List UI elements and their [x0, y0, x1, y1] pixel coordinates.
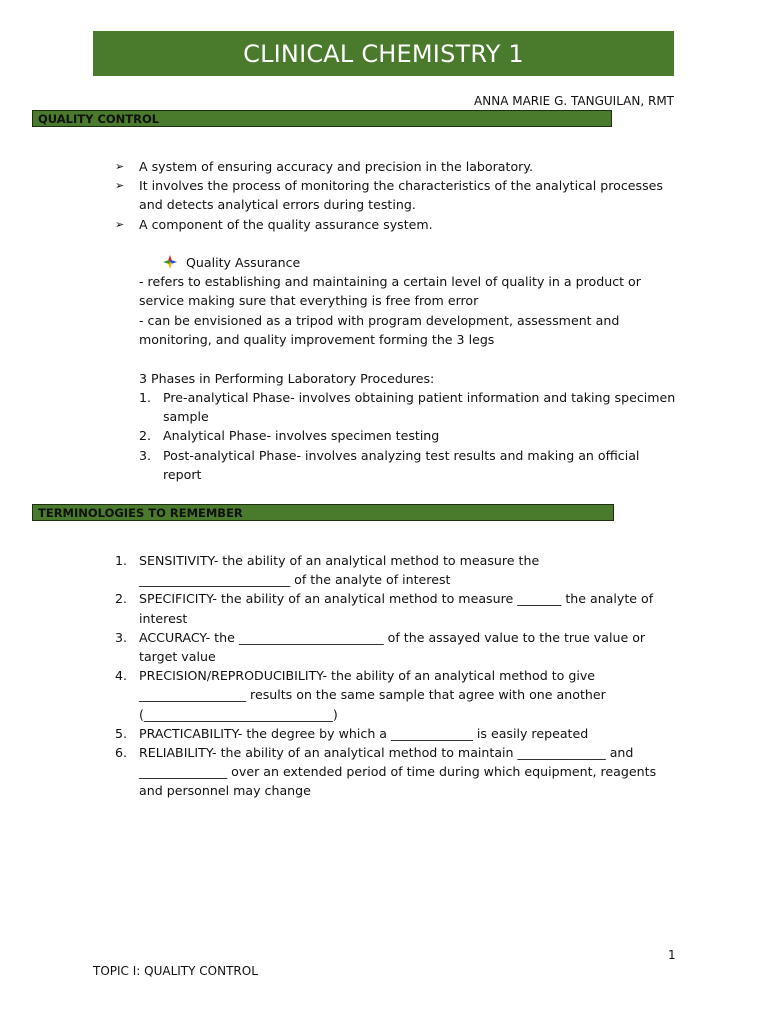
footer-topic: TOPIC I: QUALITY CONTROL — [93, 964, 258, 978]
list-item: 4. PRECISION/REPRODUCIBILITY- the ability of an analytical method to give _________________ results on the same sample that agree with one another (______________________________) — [115, 668, 606, 722]
quality-assurance-block — [139, 253, 669, 349]
four-color-diamond-icon — [163, 255, 177, 269]
list-item: 3. ACCURACY- the _______________________ of the assayed value to the true value or target value — [115, 629, 646, 665]
phases-title: 3 Phases in Performing Laboratory Procedures: — [139, 371, 435, 386]
title-banner — [93, 31, 674, 76]
list-item: 6. RELIABILITY- the ability of an analytical method to maintain ______________ and ______________ over an extended period of time during which equipment, reagents and personnel may change — [115, 745, 657, 799]
list-item: 3. Post-analytical Phase- involves analyzing test results and making an official report — [139, 447, 640, 482]
phases-list — [139, 388, 679, 484]
arrow-bullet-icon: ➢ — [115, 179, 125, 193]
list-item: 1. Pre-analytical Phase- involves obtaining patient information and taking specimen sample — [139, 390, 676, 425]
arrow-bullet-icon: ➢ — [115, 217, 125, 231]
list-item: 2. Analytical Phase- involves specimen testing — [139, 428, 440, 444]
terminologies-list — [115, 551, 675, 801]
page-number: 1 — [668, 948, 676, 962]
author-name: ANNA MARIE G. TANGUILAN, RMT — [474, 94, 674, 108]
arrow-bullet-icon: ➢ — [115, 160, 125, 173]
section-heading-quality-control: QUALITY CONTROL — [32, 110, 612, 127]
list-item: ➢ It involves the process of monitoring the characteristics of the analytical processes and detects analytical errors during testing. — [115, 178, 663, 213]
document-title: CLINICAL CHEMISTRY 1 — [243, 39, 524, 68]
quality-assurance-heading: Quality Assurance — [139, 253, 669, 272]
list-item: ➢ A system of ensuring accuracy and precision in the laboratory. — [115, 157, 675, 176]
list-item: ➢ A component of the quality assurance system. — [115, 215, 675, 234]
list-item: 1. SENSITIVITY- the ability of an analytical method to measure the ________________________ of the analyte of interest — [115, 553, 540, 588]
section-heading-terminologies: TERMINOLOGIES TO REMEMBER — [32, 504, 614, 521]
list-item: 2. SPECIFICITY- the ability of an analytical method to measure _______ the analyte of interest — [115, 591, 654, 626]
quality-assurance-definition: - refers to establishing and maintaining a certain level of quality in a product or service making sure that everything is free from error — [139, 274, 641, 309]
quality-assurance-tripod-note: - can be envisioned as a tripod with program development, assessment and monitoring, and quality improvement forming the 3 legs — [139, 312, 620, 347]
list-item: 5. PRACTICABILITY- the degree by which a _____________ is easily repeated — [115, 725, 589, 741]
quality-control-bullet-list — [115, 157, 675, 234]
